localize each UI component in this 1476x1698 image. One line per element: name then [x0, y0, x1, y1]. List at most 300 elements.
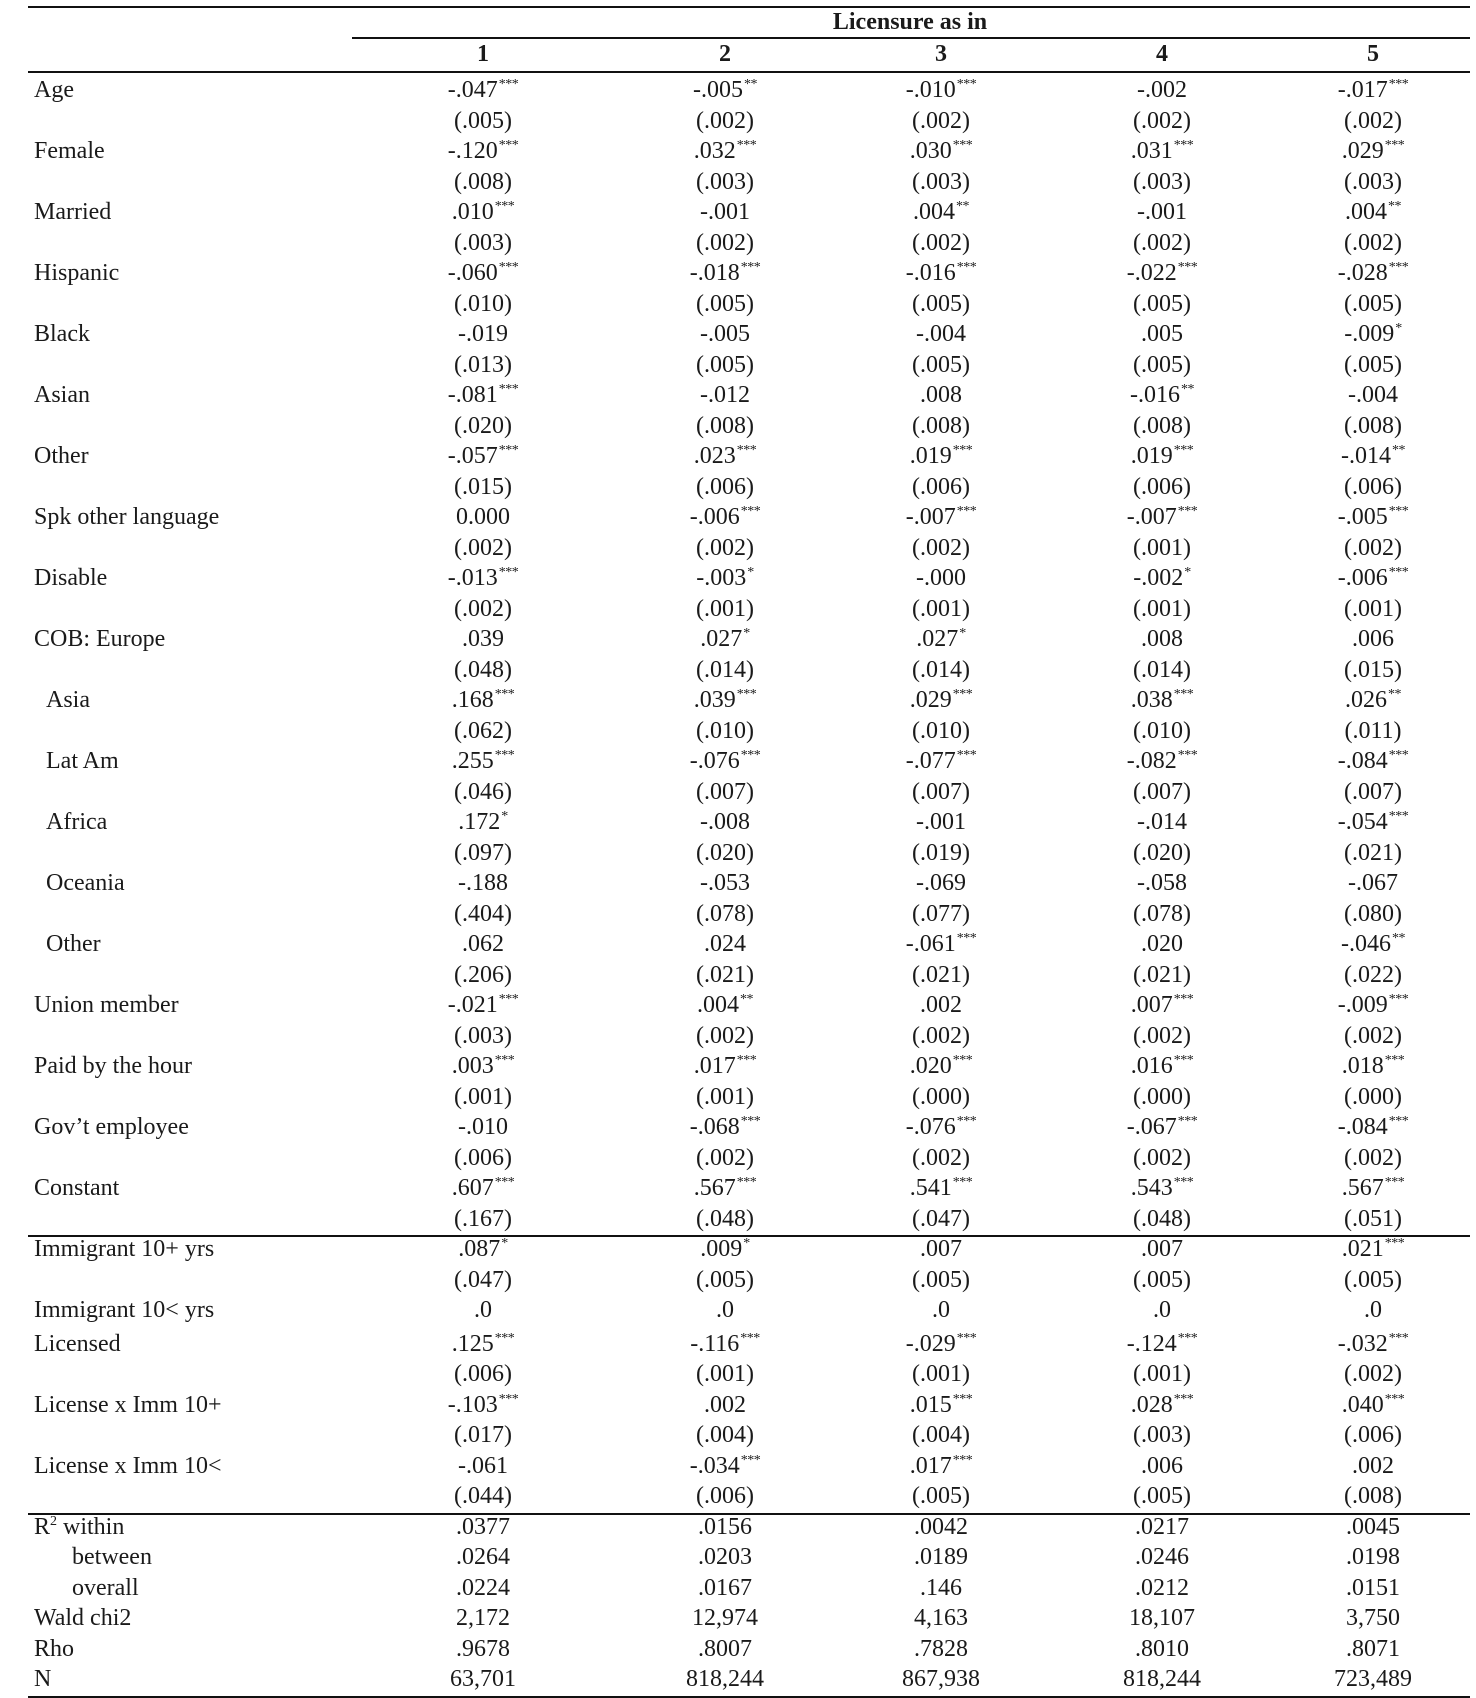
coef-cell: .0	[1364, 1297, 1382, 1323]
se-cell: (.008)	[1344, 1483, 1402, 1509]
se-cell: (.002)	[912, 229, 970, 256]
coef-cell: -.013***	[447, 565, 519, 591]
se-cell: (.003)	[1133, 168, 1191, 195]
se-cell: (.002)	[1344, 229, 1402, 256]
stat-cell: .8007	[698, 1635, 752, 1662]
coef-cell: .172*	[458, 809, 508, 835]
coef-cell: -.016***	[905, 260, 977, 286]
stat-cell: .0156	[698, 1513, 752, 1540]
se-cell: (.022)	[1344, 961, 1402, 988]
se-cell: (.001)	[1133, 1361, 1191, 1387]
row-label: Paid by the hour	[34, 1053, 192, 1079]
stat-cell: .0042	[914, 1513, 968, 1540]
se-cell: (.044)	[454, 1483, 512, 1509]
se-cell: (.051)	[1344, 1205, 1402, 1232]
coef-cell: .0	[932, 1297, 950, 1323]
coef-cell: -.061	[458, 1452, 508, 1479]
se-cell: (.015)	[454, 473, 512, 500]
coef-cell: .038***	[1130, 687, 1194, 713]
se-cell: (.001)	[696, 1083, 754, 1110]
se-cell: (.021)	[696, 961, 754, 988]
coef-cell: .008	[920, 382, 962, 408]
se-cell: (.017)	[454, 1422, 512, 1448]
row-label: Lat Am	[46, 748, 119, 774]
se-cell: (.008)	[1133, 412, 1191, 439]
se-cell: (.002)	[1344, 1144, 1402, 1171]
se-cell: (.002)	[454, 595, 512, 622]
stat-cell: .146	[920, 1574, 962, 1601]
coef-cell: -.012	[700, 382, 750, 408]
coef-cell: -.029***	[905, 1330, 977, 1357]
column-group-title: Licensure as in	[832, 9, 988, 35]
coef-cell: .019***	[909, 443, 973, 469]
stat-label: overall	[72, 1574, 139, 1601]
coef-cell: -.005**	[693, 77, 757, 103]
coef-cell: .006	[1352, 626, 1394, 652]
row-label: Hispanic	[34, 260, 120, 286]
coef-cell: .002	[920, 992, 962, 1018]
stat-cell: 18,107	[1129, 1605, 1195, 1631]
stat-cell: 12,974	[692, 1605, 758, 1631]
coef-cell: -.018***	[689, 260, 761, 286]
coef-cell: -.007***	[905, 504, 977, 530]
coef-cell: .003***	[451, 1053, 515, 1079]
coef-cell: .0	[474, 1297, 492, 1323]
coef-cell: -.053	[700, 870, 750, 896]
se-cell: (.013)	[454, 351, 512, 378]
coef-cell: .010***	[451, 199, 515, 225]
column-header: 4	[1156, 41, 1168, 67]
coef-cell: -.022***	[1126, 260, 1198, 286]
se-cell: (.002)	[1344, 1361, 1402, 1387]
coef-cell: .021***	[1341, 1236, 1405, 1262]
coef-cell: -.084***	[1337, 748, 1409, 774]
se-cell: (.002)	[912, 534, 970, 561]
row-label: Asia	[46, 687, 90, 713]
coef-cell: .168***	[451, 687, 515, 713]
coef-cell: -.010	[458, 1114, 508, 1140]
coef-cell: .008	[1141, 626, 1183, 652]
se-cell: (.003)	[696, 168, 754, 195]
coef-cell: .024	[704, 931, 746, 957]
column-header: 1	[477, 41, 489, 67]
se-cell: (.005)	[696, 1266, 754, 1293]
se-cell: (.002)	[1133, 107, 1191, 134]
se-cell: (.006)	[1344, 473, 1402, 500]
coef-cell: .031***	[1130, 138, 1194, 164]
coef-cell: -.124***	[1126, 1330, 1198, 1357]
coef-cell: .029***	[1341, 138, 1405, 164]
stat-label: $R^2$ within	[34, 1513, 125, 1540]
coef-cell: .541***	[909, 1175, 973, 1201]
coef-cell: .007	[1141, 1236, 1183, 1262]
se-cell: (.000)	[1344, 1083, 1402, 1110]
se-cell: (.002)	[696, 1022, 754, 1049]
se-cell: (.001)	[1133, 534, 1191, 561]
stat-cell: .0224	[456, 1574, 510, 1601]
coef-cell: .027*	[700, 626, 750, 652]
coef-cell: .027*	[916, 626, 966, 652]
column-header: 2	[719, 41, 731, 67]
coef-cell: -.116***	[690, 1330, 760, 1357]
row-label: Spk other language	[34, 504, 220, 530]
se-cell: (.001)	[454, 1083, 512, 1110]
coef-cell: -.060***	[447, 260, 519, 286]
coef-cell: .567***	[693, 1175, 757, 1201]
stat-cell: 4,163	[914, 1605, 968, 1631]
coef-cell: .002	[704, 1391, 746, 1418]
coef-cell: -.017***	[1337, 77, 1409, 103]
se-cell: (.078)	[696, 900, 754, 927]
coef-cell: .015***	[909, 1391, 973, 1418]
top-rule	[28, 6, 1470, 8]
coef-cell: .004**	[913, 199, 969, 225]
row-label: License x Imm 10<	[34, 1452, 222, 1479]
stat-cell: .0377	[456, 1513, 510, 1540]
se-cell: (.002)	[696, 1144, 754, 1171]
se-cell: (.005)	[912, 1266, 970, 1293]
coef-cell: .026**	[1345, 687, 1401, 713]
coef-cell: .019***	[1130, 443, 1194, 469]
coef-cell: -.076***	[689, 748, 761, 774]
se-cell: (.078)	[1133, 900, 1191, 927]
coef-cell: -.016**	[1130, 382, 1194, 408]
column-header: 5	[1367, 41, 1379, 67]
coef-cell: -.061***	[905, 931, 977, 957]
se-cell: (.000)	[912, 1083, 970, 1110]
se-cell: (.002)	[1344, 1022, 1402, 1049]
se-cell: (.007)	[1133, 778, 1191, 805]
se-cell: (.020)	[1133, 839, 1191, 866]
coef-cell: -.007***	[1126, 504, 1198, 530]
se-cell: (.021)	[912, 961, 970, 988]
coef-cell: -.004	[1348, 382, 1398, 408]
coef-cell: .030***	[909, 138, 973, 164]
group-underline	[352, 37, 1470, 39]
se-cell: (.006)	[696, 1483, 754, 1509]
coef-cell: -.046**	[1341, 931, 1405, 957]
row-label: Disable	[34, 565, 108, 591]
se-cell: (.047)	[912, 1205, 970, 1232]
row-label: Immigrant 10< yrs	[34, 1297, 215, 1323]
row-label: Age	[34, 77, 74, 103]
se-cell: (.005)	[912, 351, 970, 378]
se-cell: (.002)	[696, 107, 754, 134]
se-cell: (.014)	[1133, 656, 1191, 683]
coef-cell: -.021***	[447, 992, 519, 1018]
column-header: 3	[935, 41, 947, 67]
se-cell: (.001)	[696, 595, 754, 622]
se-cell: (.001)	[1344, 595, 1402, 622]
se-cell: (.005)	[1133, 351, 1191, 378]
stat-cell: 818,244	[1123, 1666, 1201, 1692]
se-cell: (.008)	[1344, 412, 1402, 439]
coef-cell: .009*	[700, 1236, 750, 1262]
coef-cell: -.082***	[1126, 748, 1198, 774]
coef-cell: -.014**	[1341, 443, 1405, 469]
se-cell: (.006)	[912, 473, 970, 500]
stat-cell: .0217	[1135, 1513, 1189, 1540]
coef-cell: .039***	[693, 687, 757, 713]
se-cell: (.002)	[696, 229, 754, 256]
se-cell: (.001)	[912, 1361, 970, 1387]
coef-cell: .002	[1352, 1452, 1394, 1479]
se-cell: (.005)	[912, 1483, 970, 1509]
coef-cell: -.067	[1348, 870, 1398, 896]
stat-cell: .0264	[456, 1544, 510, 1570]
coef-cell: .005	[1141, 321, 1183, 347]
se-cell: (.011)	[1344, 717, 1402, 744]
coef-cell: -.032***	[1337, 1330, 1409, 1357]
se-cell: (.002)	[696, 534, 754, 561]
coef-cell: -.014	[1137, 809, 1187, 835]
se-cell: (.006)	[696, 473, 754, 500]
coef-cell: .029***	[909, 687, 973, 713]
coef-cell: -.003*	[696, 565, 754, 591]
se-cell: (.004)	[696, 1422, 754, 1448]
se-cell: (.010)	[696, 717, 754, 744]
stat-cell: .8010	[1135, 1635, 1189, 1662]
se-cell: (.002)	[1133, 1144, 1191, 1171]
header-rule	[28, 71, 1470, 73]
coef-cell: .028***	[1130, 1391, 1194, 1418]
coef-cell: -.047***	[447, 77, 519, 103]
se-cell: (.002)	[1344, 107, 1402, 134]
row-label: Black	[34, 321, 90, 347]
se-cell: (.062)	[454, 717, 512, 744]
coef-cell: -.001	[1137, 199, 1187, 225]
se-cell: (.006)	[454, 1361, 512, 1387]
coef-cell: -.005	[700, 321, 750, 347]
se-cell: (.002)	[1133, 1022, 1191, 1049]
coef-cell: -.068***	[689, 1114, 761, 1140]
se-cell: (.005)	[1133, 290, 1191, 317]
se-cell: (.404)	[454, 900, 512, 927]
stat-cell: 867,938	[902, 1666, 980, 1692]
coef-cell: -.006***	[689, 504, 761, 530]
se-cell: (.008)	[454, 168, 512, 195]
row-label: Other	[46, 931, 101, 957]
se-cell: (.001)	[912, 595, 970, 622]
coef-cell: -.002*	[1133, 565, 1191, 591]
coef-cell: .017***	[693, 1053, 757, 1079]
se-cell: (.021)	[1133, 961, 1191, 988]
coef-cell: -.006***	[1337, 565, 1409, 591]
row-label: Asian	[34, 382, 90, 408]
stat-cell: .0212	[1135, 1574, 1189, 1601]
stat-cell: .9678	[456, 1635, 510, 1662]
se-cell: (.002)	[912, 1022, 970, 1049]
coef-cell: .543***	[1130, 1175, 1194, 1201]
coef-cell: .023***	[693, 443, 757, 469]
coef-cell: -.005***	[1337, 504, 1409, 530]
se-cell: (.002)	[912, 107, 970, 134]
se-cell: (.005)	[1344, 290, 1402, 317]
se-cell: (.019)	[912, 839, 970, 866]
se-cell: (.006)	[454, 1144, 512, 1171]
row-label: Union member	[34, 992, 179, 1018]
coef-cell: .020	[1141, 931, 1183, 957]
se-cell: (.005)	[1344, 351, 1402, 378]
se-cell: (.047)	[454, 1266, 512, 1293]
coef-cell: .007	[920, 1236, 962, 1262]
coef-cell: .0	[1153, 1297, 1171, 1323]
se-cell: (.010)	[1133, 717, 1191, 744]
stat-cell: .0167	[698, 1574, 752, 1601]
se-cell: (.015)	[1344, 656, 1402, 683]
coef-cell: -.028***	[1337, 260, 1409, 286]
stat-label: between	[72, 1544, 152, 1570]
se-cell: (.014)	[912, 656, 970, 683]
coef-cell: -.009***	[1337, 992, 1409, 1018]
se-cell: (.002)	[1344, 534, 1402, 561]
stat-label: N	[34, 1666, 52, 1692]
row-label: Licensed	[34, 1330, 121, 1357]
coef-cell: -.076***	[905, 1114, 977, 1140]
se-cell: (.003)	[454, 229, 512, 256]
se-cell: (.005)	[912, 290, 970, 317]
coef-cell: .020***	[909, 1053, 973, 1079]
se-cell: (.002)	[454, 534, 512, 561]
se-cell: (.206)	[454, 961, 512, 988]
se-cell: (.021)	[1344, 839, 1402, 866]
se-cell: (.167)	[454, 1205, 512, 1232]
stat-cell: .0203	[698, 1544, 752, 1570]
se-cell: (.007)	[912, 778, 970, 805]
coef-cell: -.084***	[1337, 1114, 1409, 1140]
coef-cell: -.001	[916, 809, 966, 835]
se-cell: (.077)	[912, 900, 970, 927]
coef-cell: .040***	[1341, 1391, 1405, 1418]
row-label: Constant	[34, 1175, 120, 1201]
se-cell: (.048)	[696, 1205, 754, 1232]
row-label: Africa	[46, 809, 108, 835]
se-cell: (.005)	[1133, 1266, 1191, 1293]
row-label: Immigrant 10+ yrs	[34, 1236, 215, 1262]
se-cell: (.046)	[454, 778, 512, 805]
stat-label: Wald chi2	[34, 1605, 132, 1631]
coef-cell: -.058	[1137, 870, 1187, 896]
se-cell: (.006)	[1344, 1422, 1402, 1448]
se-cell: (.005)	[1133, 1483, 1191, 1509]
se-cell: (.002)	[1133, 229, 1191, 256]
bottom-rule	[28, 1696, 1470, 1698]
coef-cell: -.057***	[447, 443, 519, 469]
se-cell: (.007)	[1344, 778, 1402, 805]
se-cell: (.003)	[912, 168, 970, 195]
coef-cell: -.077***	[905, 748, 977, 774]
se-cell: (.007)	[696, 778, 754, 805]
stat-cell: .0198	[1346, 1544, 1400, 1570]
coef-cell: -.004	[916, 321, 966, 347]
row-label: Other	[34, 443, 89, 469]
se-cell: (.005)	[454, 107, 512, 134]
se-cell: (.008)	[696, 412, 754, 439]
se-cell: (.005)	[1344, 1266, 1402, 1293]
coef-cell: -.188	[458, 870, 508, 896]
stat-cell: .7828	[914, 1635, 968, 1662]
coef-cell: .125***	[451, 1330, 515, 1357]
stat-cell: 723,489	[1334, 1666, 1412, 1692]
coef-cell: -.002	[1137, 77, 1187, 103]
coef-cell: -.054***	[1337, 809, 1409, 835]
se-cell: (.010)	[912, 717, 970, 744]
stat-cell: 818,244	[686, 1666, 764, 1692]
stat-cell: .0189	[914, 1544, 968, 1570]
row-label: Oceania	[46, 870, 125, 896]
stat-cell: 2,172	[456, 1605, 510, 1631]
coef-cell: .004**	[1345, 199, 1401, 225]
stat-cell: .0151	[1346, 1574, 1400, 1601]
se-cell: (.008)	[912, 412, 970, 439]
stat-cell: .8071	[1346, 1635, 1400, 1662]
se-cell: (.002)	[912, 1144, 970, 1171]
coef-cell: -.067***	[1126, 1114, 1198, 1140]
coef-cell: -.000	[916, 565, 966, 591]
coef-cell: .007***	[1130, 992, 1194, 1018]
coef-cell: .004**	[697, 992, 753, 1018]
se-cell: (.001)	[1133, 595, 1191, 622]
coef-cell: -.019	[458, 321, 508, 347]
stat-cell: 3,750	[1346, 1605, 1400, 1631]
coef-cell: -.034***	[689, 1452, 761, 1479]
row-label: Married	[34, 199, 112, 225]
se-cell: (.005)	[696, 290, 754, 317]
coef-cell: .087*	[458, 1236, 508, 1262]
coef-cell: .039	[462, 626, 504, 652]
se-cell: (.000)	[1133, 1083, 1191, 1110]
se-cell: (.097)	[454, 839, 512, 866]
coef-cell: .255***	[451, 748, 515, 774]
se-cell: (.003)	[454, 1022, 512, 1049]
coef-cell: .0	[716, 1297, 734, 1323]
se-cell: (.001)	[696, 1361, 754, 1387]
row-label: License x Imm 10+	[34, 1391, 222, 1418]
coef-cell: .006	[1141, 1452, 1183, 1479]
stat-label: Rho	[34, 1635, 75, 1662]
row-label: COB: Europe	[34, 626, 166, 652]
se-cell: (.020)	[696, 839, 754, 866]
coef-cell: .016***	[1130, 1053, 1194, 1079]
se-cell: (.003)	[1344, 168, 1402, 195]
coef-cell: .607***	[451, 1175, 515, 1201]
se-cell: (.006)	[1133, 473, 1191, 500]
coef-cell: -.069	[916, 870, 966, 896]
coef-cell: .062	[462, 931, 504, 957]
se-cell: (.005)	[696, 351, 754, 378]
row-label: Gov’t employee	[34, 1114, 189, 1140]
coef-cell: -.001	[700, 199, 750, 225]
se-cell: (.048)	[454, 656, 512, 683]
se-cell: (.020)	[454, 412, 512, 439]
se-cell: (.080)	[1344, 900, 1402, 927]
coef-cell: -.008	[700, 809, 750, 835]
coef-cell: .017***	[909, 1452, 973, 1479]
se-cell: (.004)	[912, 1422, 970, 1448]
coef-cell: .032***	[693, 138, 757, 164]
coef-cell: .567***	[1341, 1175, 1405, 1201]
se-cell: (.014)	[696, 656, 754, 683]
stat-cell: .0246	[1135, 1544, 1189, 1570]
se-cell: (.003)	[1133, 1422, 1191, 1448]
row-label: Female	[34, 138, 105, 164]
coef-cell: -.009*	[1344, 321, 1402, 347]
coef-cell: -.103***	[447, 1391, 519, 1418]
stat-cell: 63,701	[450, 1666, 516, 1692]
se-cell: (.048)	[1133, 1205, 1191, 1232]
stat-cell: .0045	[1346, 1513, 1400, 1540]
coef-cell: -.081***	[447, 382, 519, 408]
